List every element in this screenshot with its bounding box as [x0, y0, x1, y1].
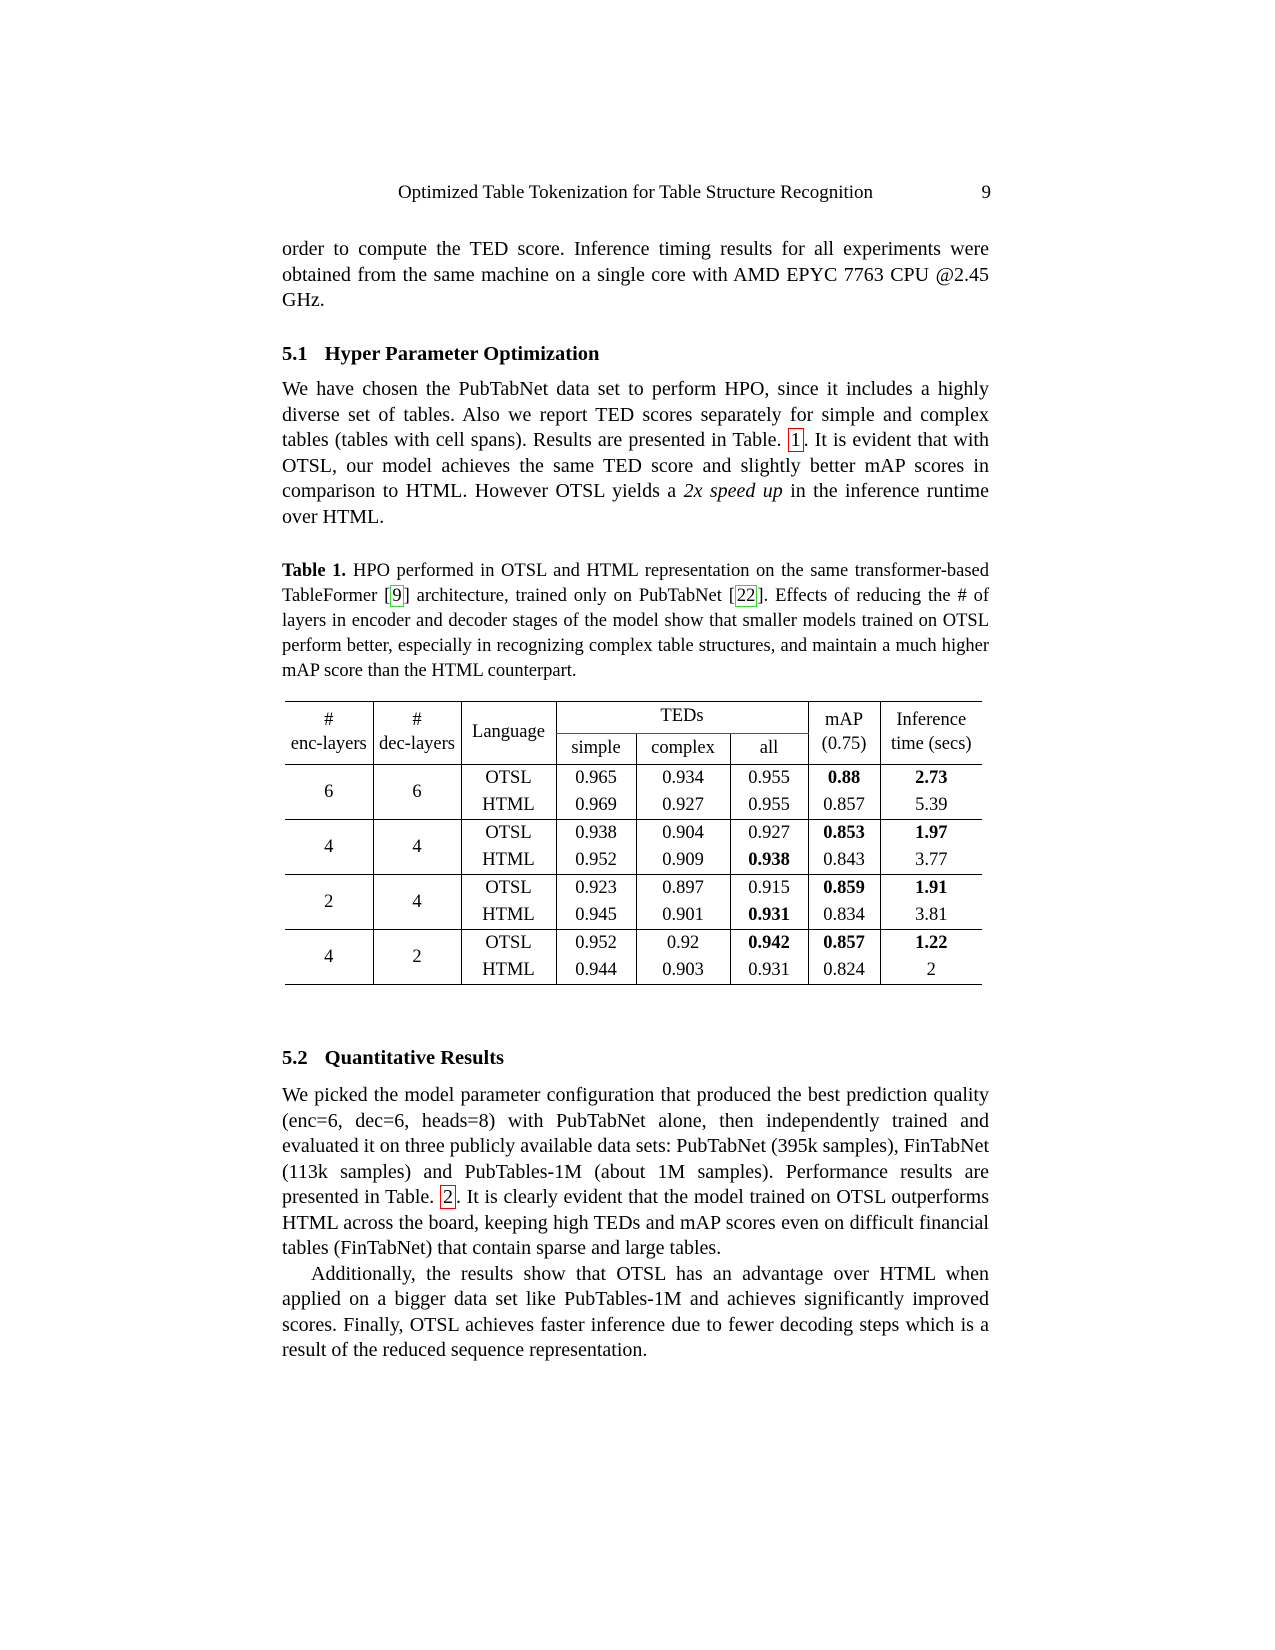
page-number: 9: [981, 182, 991, 203]
section-number: 5.1: [282, 343, 308, 365]
table-cell: HTML: [461, 957, 556, 985]
header-complex: complex: [636, 733, 730, 765]
table-cell: 0.934: [636, 765, 730, 793]
table-cell: 0.931: [730, 957, 808, 985]
header-map-line1: mAP: [824, 710, 864, 730]
dec-layers-cell: 2: [373, 930, 461, 985]
text-segment: We picked the model parameter configuration that produced the best prediction quality (enc=6, dec=6, heads=8) with PubTabNet alone, then independently trained and evaluated it on three publicly available data sets: PubTabNet (395k samples), FinTabNet (113k samples) and PubTables-1M (about 1M samples). Performance results are presented in Table.: [282, 1084, 990, 1208]
table-ref-link[interactable]: 2: [440, 1185, 456, 1209]
paragraph-5-2-b: [282, 1262, 989, 1364]
table-cell: HTML: [461, 847, 556, 875]
enc-layers-cell: 4: [285, 820, 373, 875]
table-cell: 0.904: [636, 820, 730, 848]
table-cell: 0.903: [636, 957, 730, 985]
text-segment: Additionally, the results show that OTSL has an advantage over HTML when applied on a bigger data set like PubTables-1M and achieves significantly improved scores. Finally, OTSL achieves faster inference due to fewer decoding steps which is a result of the reduced sequence representation.: [282, 1262, 989, 1361]
table-row: [285, 820, 982, 848]
table-cell: 2: [880, 957, 982, 985]
table-cell: 1.97: [880, 820, 982, 848]
header-dec-line2: dec-layers: [378, 733, 455, 754]
citation-link[interactable]: 9: [392, 586, 402, 606]
table-cell: 2.73: [880, 765, 982, 793]
dec-layers-cell: 4: [373, 875, 461, 930]
table-cell: 0.927: [636, 792, 730, 820]
table-cell: 0.955: [730, 792, 808, 820]
table-cell: 0.92: [636, 930, 730, 958]
enc-layers-cell: 6: [285, 765, 373, 820]
table-cell: 0.955: [730, 765, 808, 793]
text-segment: in the inference runtime over HTML.: [282, 480, 989, 528]
table-cell: 3.77: [880, 847, 982, 875]
header-inference-line2: time (secs): [890, 733, 972, 754]
table-cell: 0.853: [808, 820, 880, 848]
table-cell: 0.843: [808, 847, 880, 875]
table-cell: 5.39: [880, 792, 982, 820]
running-head-title: Optimized Table Tokenization for Table Structure Recognition: [397, 182, 874, 203]
table-cell: 0.938: [730, 847, 808, 875]
table-cell: 1.22: [880, 930, 982, 958]
table-row: [285, 930, 982, 958]
dec-layers-cell: 6: [373, 765, 461, 820]
text-segment: . It is clearly evident that the model trained on OTSL outperforms HTML across the board, keeping high TEDs and mAP scores even on difficult financial tables (FinTabNet) that contain sparse and large tables.: [282, 1186, 990, 1259]
section-title: Quantitative Results: [324, 1047, 504, 1069]
table-cell: 0.88: [808, 765, 880, 793]
header-all: all: [730, 733, 808, 765]
table-cell: 0.942: [730, 930, 808, 958]
table-ref-link[interactable]: 1: [788, 428, 804, 452]
header-simple: simple: [556, 733, 636, 765]
enc-layers-cell: 4: [285, 930, 373, 985]
table-cell: 0.952: [556, 847, 636, 875]
header-inference-line1: Inference: [896, 710, 967, 730]
section-heading-5-1: [282, 343, 989, 366]
table-cell: OTSL: [461, 765, 556, 793]
section-heading-5-2: [282, 1047, 989, 1070]
paragraph-intro: [282, 237, 989, 314]
header-dec-layers: [373, 702, 461, 765]
header-map: [808, 702, 880, 765]
table-cell: HTML: [461, 902, 556, 930]
section-number: 5.2: [282, 1047, 308, 1069]
header-teds: TEDs: [556, 702, 808, 734]
table-cell: 0.952: [556, 930, 636, 958]
paragraph-5-1: [282, 377, 989, 530]
text-segment: ]. Effects of reducing the # of layers in encoder and decoder stages of the model show that smaller models trained on OTSL perform better, especially in recognizing complex table structures, and maintain a much higher mAP score than the HTML counterpart.: [282, 586, 990, 681]
header-enc-layers: [285, 702, 373, 765]
text-segment: HPO performed in OTSL and HTML representation on the same transformer-based TableFormer [: [282, 561, 990, 606]
header-dec-line1: #: [412, 710, 422, 730]
table-cell: 0.969: [556, 792, 636, 820]
table-cell: 1.91: [880, 875, 982, 903]
table-cell: 0.834: [808, 902, 880, 930]
table-cell: 0.931: [730, 902, 808, 930]
text-segment: ] architecture, trained only on PubTabNet [: [403, 586, 735, 606]
table-row: [285, 765, 982, 793]
dec-layers-cell: 4: [373, 820, 461, 875]
text-segment: 2x speed up: [683, 480, 783, 502]
table-cell: 0.938: [556, 820, 636, 848]
table-cell: 0.915: [730, 875, 808, 903]
table-cell: 0.944: [556, 957, 636, 985]
table-1: [285, 701, 982, 985]
header-enc-line1: #: [324, 710, 334, 730]
table-cell: 0.923: [556, 875, 636, 903]
paragraph-5-2-a: [282, 1083, 989, 1262]
table-cell: OTSL: [461, 820, 556, 848]
header-inference-time: [880, 702, 982, 765]
enc-layers-cell: 2: [285, 875, 373, 930]
header-map-line2: (0.75): [821, 733, 867, 754]
table-cell: 0.857: [808, 792, 880, 820]
header-language: Language: [461, 702, 556, 765]
table-cell: HTML: [461, 792, 556, 820]
table-cell: 0.909: [636, 847, 730, 875]
table-row: [285, 875, 982, 903]
table-1-caption: [282, 559, 989, 684]
text-segment: order to compute the TED score. Inference timing results for all experiments were obtained from the same machine on a single core with AMD EPYC 7763 CPU @2.45 GHz.: [282, 238, 989, 311]
table-cell: 0.897: [636, 875, 730, 903]
table-cell: 0.824: [808, 957, 880, 985]
table-cell: OTSL: [461, 930, 556, 958]
table-cell: 0.857: [808, 930, 880, 958]
table-cell: OTSL: [461, 875, 556, 903]
table-cell: 0.927: [730, 820, 808, 848]
header-enc-line2: enc-layers: [290, 733, 367, 754]
running-head: [282, 182, 989, 204]
section-5-2-body: [282, 1083, 989, 1364]
text-segment: . It is evident that with OTSL, our model achieves the same TED score and slightly better mAP scores in comparison to HTML. However OTSL yields a: [282, 429, 989, 502]
table-cell: 0.965: [556, 765, 636, 793]
citation-link[interactable]: 22: [736, 586, 756, 606]
table-cell: 0.859: [808, 875, 880, 903]
table-cell: 0.945: [556, 902, 636, 930]
table-cell: 0.901: [636, 902, 730, 930]
table-cell: 3.81: [880, 902, 982, 930]
section-title: Hyper Parameter Optimization: [324, 343, 600, 365]
text-segment: We have chosen the PubTabNet data set to perform HPO, since it includes a highly diverse set of tables. Also we report TED scores separately for simple and complex tables (tables with cell spans). Results are presented in Table.: [282, 378, 989, 451]
text-segment: Table 1.: [282, 561, 346, 581]
